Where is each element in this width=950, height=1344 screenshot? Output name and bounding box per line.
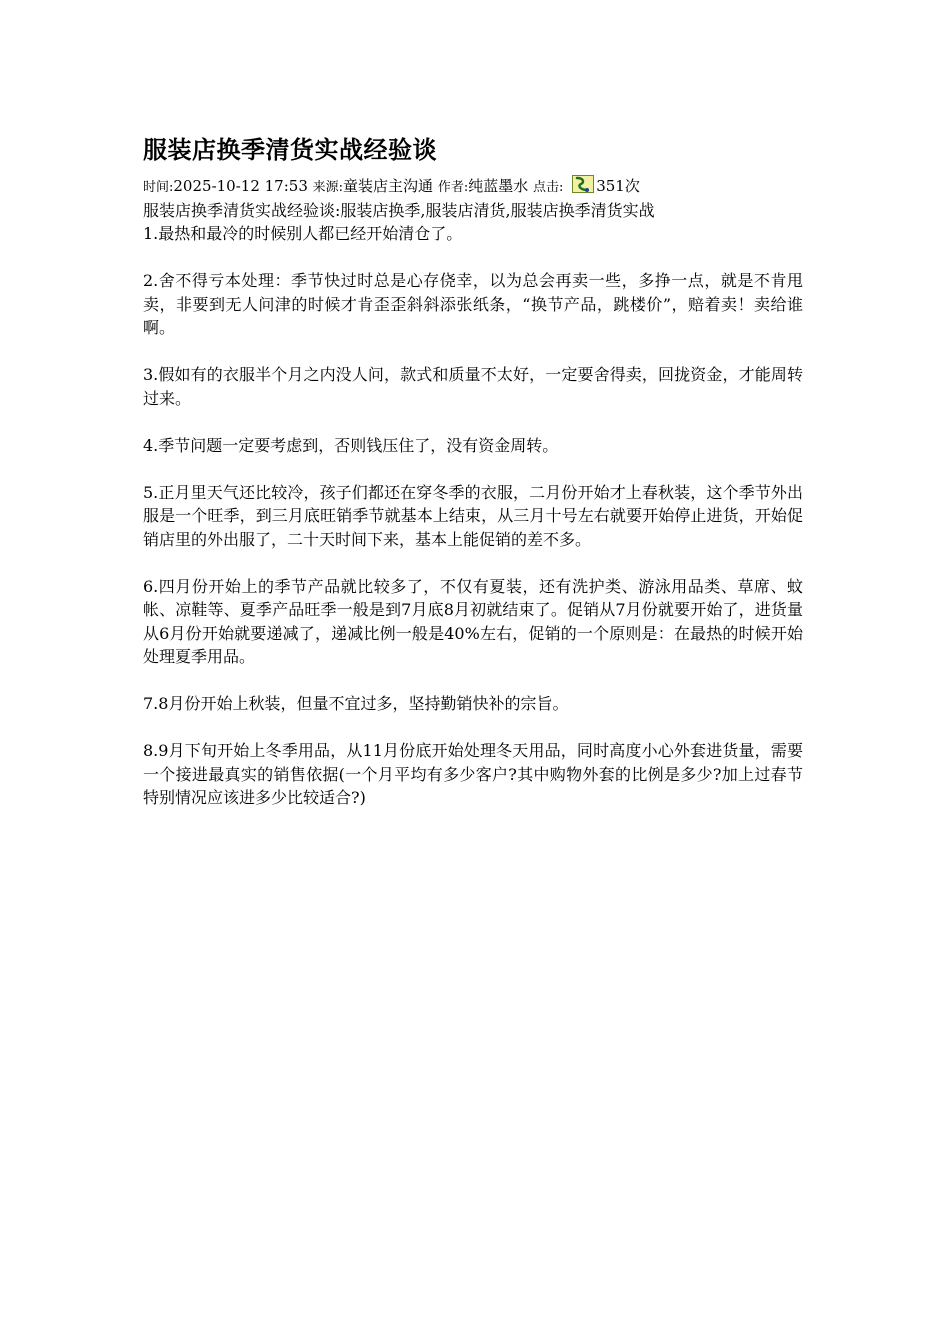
- paragraph: 4.季节问题一定要考虑到，否则钱压住了，没有资金周转。: [143, 435, 559, 455]
- hits-unit: 次: [624, 177, 640, 195]
- article-keywords: 服装店换季清货实战经验谈:服装店换季,服装店清货,服装店换季清货实战: [143, 201, 655, 220]
- hits-icon: [572, 175, 594, 193]
- source-label: 来源:: [312, 180, 344, 195]
- hits-value: 351: [596, 177, 625, 195]
- paragraph: 6.四月份开始上的季节产品就比较多了，不仅有夏装，还有洗护类、游泳用品类、草席、蚊帐、凉鞋等、夏季产品旺季一般是到7月底8月初就结束了。促销从7月份就要开始了，进货量从6月份开始就要递减了，递减比例一般是40%左右，促销的一个原则是：在最热的时候开始处理夏季用品。: [143, 576, 803, 666]
- hits-label: 点击:: [533, 180, 564, 195]
- article-container: [143, 133, 803, 833]
- paragraph: 3.假如有的衣服半个月之内没人问，款式和质量不太好，一定要舍得卖，回拢资金，才能周转过来。: [143, 365, 803, 408]
- author-value: 纯蓝墨水: [468, 177, 529, 195]
- time-value: 2025-10-12 17:53: [173, 177, 308, 195]
- paragraph: 5.正月里天气还比较冷，孩子们都还在穿冬季的衣服，二月份开始才上春秋装，这个季节外出服是一个旺季，到三月底旺销季节就基本上结束，从三月十号左右就要开始停止进货，开始促销店里的外出服了，二十天时间下来，基本上能促销的差不多。: [143, 482, 803, 549]
- article-meta: [143, 175, 803, 199]
- paragraph: 7.8月份开始上秋装，但量不宜过多，坚持勤销快补的宗旨。: [143, 694, 569, 713]
- article-body: [143, 222, 803, 810]
- paragraph: 2.舍不得亏本处理：季节快过时总是心存侥幸，以为总会再卖一些，多挣一点，就是不肯甩卖，非要到无人问津的时候才肯歪歪斜斜添张纸条，“换节产品，跳楼价”，赔着卖！卖给谁啊。: [143, 271, 803, 337]
- time-label: 时间:: [143, 180, 174, 195]
- paragraph: 8.9月下旬开始上冬季用品，从11月份底开始处理冬天用品，同时高度小心外套进货量，需要一个接进最真实的销售依据(一个月平均有多少客户?其中购物外套的比例是多少?加上过春节特别情况应该进多少比较适合?): [143, 741, 803, 807]
- article-title: 服装店换季清货实战经验谈: [143, 136, 437, 164]
- author-label: 作者:: [437, 180, 469, 195]
- source-value: 童装店主沟通: [343, 177, 434, 195]
- paragraph: 1.最热和最冷的时候别人都已经开始清仓了。: [143, 224, 463, 243]
